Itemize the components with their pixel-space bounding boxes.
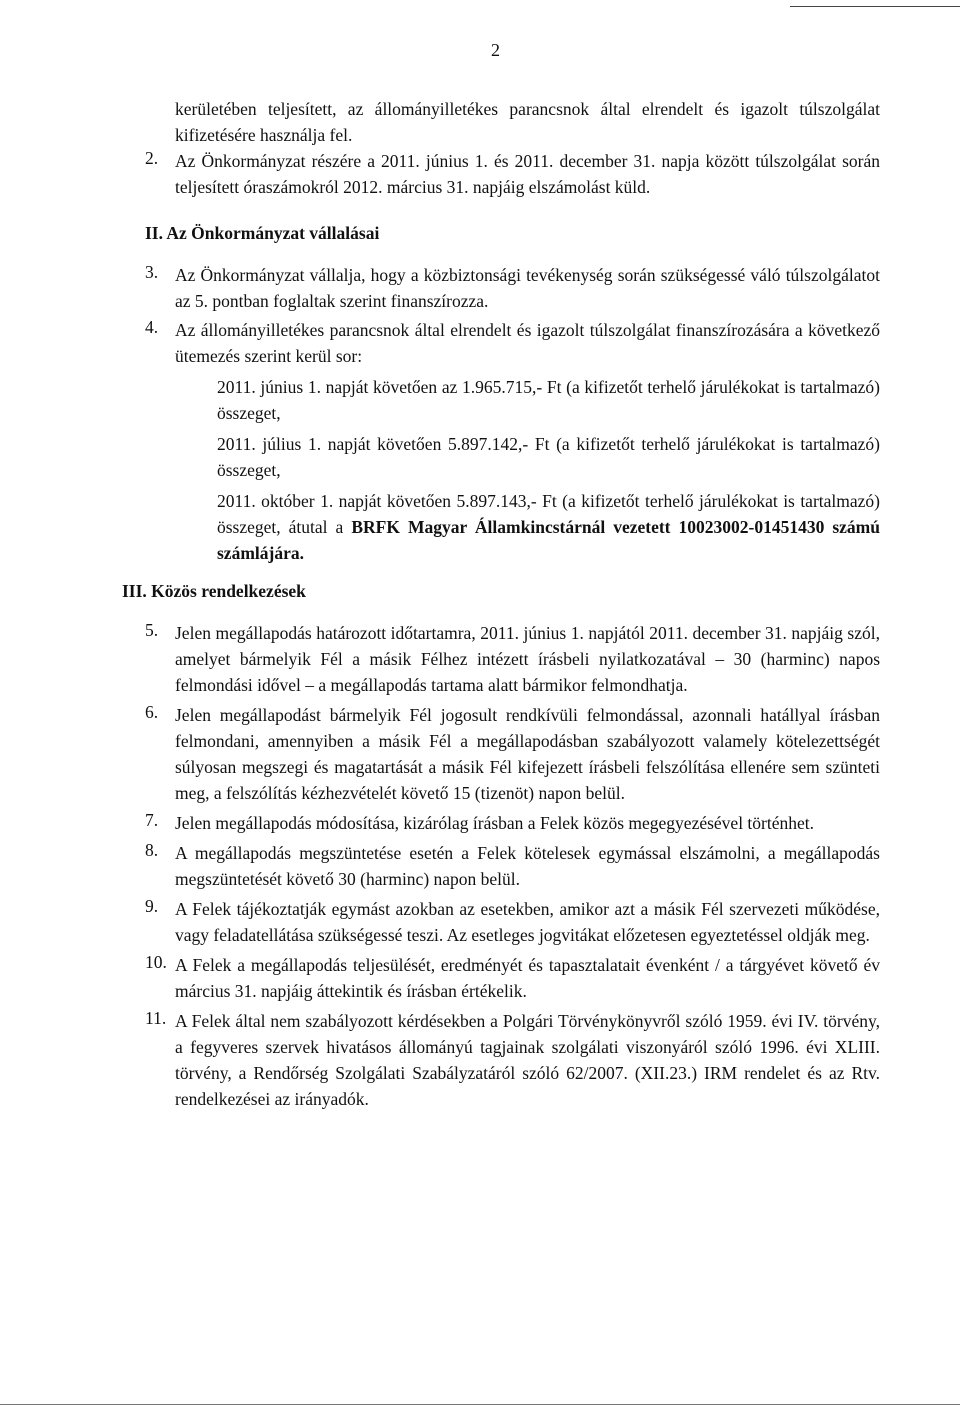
list-item [145, 952, 880, 1004]
payment-schedule [217, 374, 880, 566]
bank-account-text: BRFK Magyar Államkincstárnál vezetett 10023002-01451430 számú számlájára. [217, 517, 880, 563]
schedule-entry: 2011. június 1. napját követően az 1.965.715,- Ft (a kifizetőt terhelő járulékokat is tartalmazó) összeget, [217, 377, 880, 423]
item-number: 2. [145, 148, 159, 168]
section3-list [145, 620, 880, 1112]
schedule-entry-text: 2011. október 1. napját követően 5.897.143,- Ft (a kifizetőt terhelő járulékokat is tartalmazó) összeget, átutal a [217, 491, 880, 537]
item-number: 9. [145, 896, 159, 916]
item-number: 8. [145, 840, 159, 860]
list-item [145, 702, 880, 806]
list-item [145, 317, 880, 369]
page-number: 2 [491, 40, 500, 60]
intro-continuation: kerületében teljesített, az állományilletékes parancsnok által elrendelt és igazolt túlszolgálat kifizetésére használja fel. [175, 99, 880, 145]
list-item [145, 810, 880, 836]
list-item [145, 840, 880, 892]
schedule-entry [217, 488, 880, 566]
list-item [145, 262, 880, 314]
item-text: Jelen megállapodás határozott időtartamra, 2011. június 1. napjától 2011. december 31. napjáig szól, amelyet bármelyik Fél a másik Félhez intézett írásbeli nyilatkozatával – 30 (harminc) napos felmondási idővel – a megállapodás tartama alatt bármikor felmondhatja. [175, 623, 880, 695]
top-rule [790, 6, 960, 7]
item-text: Jelen megállapodást bármelyik Fél jogosult rendkívüli felmondással, azonnali hatállyal írásban felmondani, amennyiben a másik Fél a megállapodásban szabályozott valamely kötelezettségét súlyosan megszegi és magatartását a másik Fél kifejezett írásbeli felszólítása ellenére sem szünteti meg, a felszólítás kézhezvételét követő 15 (tizenöt) napon belül. [175, 705, 880, 803]
item-number: 7. [145, 810, 159, 830]
item-text: A Felek a megállapodás teljesülését, eredményét és tapasztalatait évenként / a tárgyévet követő év március 31. napjáig áttekintik és írásban értékelik. [175, 955, 880, 1001]
item-text: A Felek által nem szabályozott kérdésekben a Polgári Törvénykönyvről szóló 1959. évi IV. törvény, a fegyveres szervek hivatásos állományú tagjainak szolgálati viszonyáról szóló 1996. évi XLIII. törvény, a Rendőrség Szolgálati Szabályzatáról szóló 62/2007. (XII.23.) IRM rendelet és az Rtv. rendelkezései az irányadók. [175, 1011, 880, 1109]
item-text: Az Önkormányzat részére a 2011. június 1. és 2011. december 31. napja között túlszolgálat során teljesített óraszámokról 2012. március 31. napjáig elszámolást küld. [175, 151, 880, 197]
item-number: 10. [145, 952, 167, 972]
section-title-3: III. Közös rendelkezések [122, 581, 306, 601]
section-title-2: II. Az Önkormányzat vállalásai [145, 223, 380, 243]
list-item [145, 896, 880, 948]
item-text: Az Önkormányzat vállalja, hogy a közbiztonsági tevékenység során szükségessé váló túlszolgálatot az 5. pontban foglaltak szerint finanszírozza. [175, 265, 880, 311]
item-number: 5. [145, 620, 159, 640]
item-number: 11. [145, 1008, 167, 1028]
item-number: 3. [145, 262, 159, 282]
schedule-entry: 2011. július 1. napját követően 5.897.142,- Ft (a kifizetőt terhelő járulékokat is tartalmazó) összeget, [217, 434, 880, 480]
item-text: A megállapodás megszüntetése esetén a Felek kötelesek egymással elszámolni, a megállapodás megszüntetését követő 30 (harminc) napon belül. [175, 843, 880, 889]
item-text: Az állományilletékes parancsnok által elrendelt és igazolt túlszolgálat finanszírozására a következő ütemezés szerint kerül sor: [175, 320, 880, 366]
item-number: 6. [145, 702, 159, 722]
item-text: Jelen megállapodás módosítása, kizárólag írásban a Felek közös megegyezésével történhet. [175, 813, 815, 833]
list-item [145, 620, 880, 698]
list-item [145, 148, 880, 200]
document-body [122, 96, 880, 1112]
item-text: A Felek tájékoztatják egymást azokban az esetekben, amikor azt a másik Fél szervezeti működése, vagy feladatellátása szükségessé teszi. Az esetleges jogvitákat előzetesen egyeztetéssel oldják meg. [175, 899, 880, 945]
bottom-rule [0, 1404, 960, 1405]
item-number: 4. [145, 317, 159, 337]
list-item [145, 1008, 880, 1112]
